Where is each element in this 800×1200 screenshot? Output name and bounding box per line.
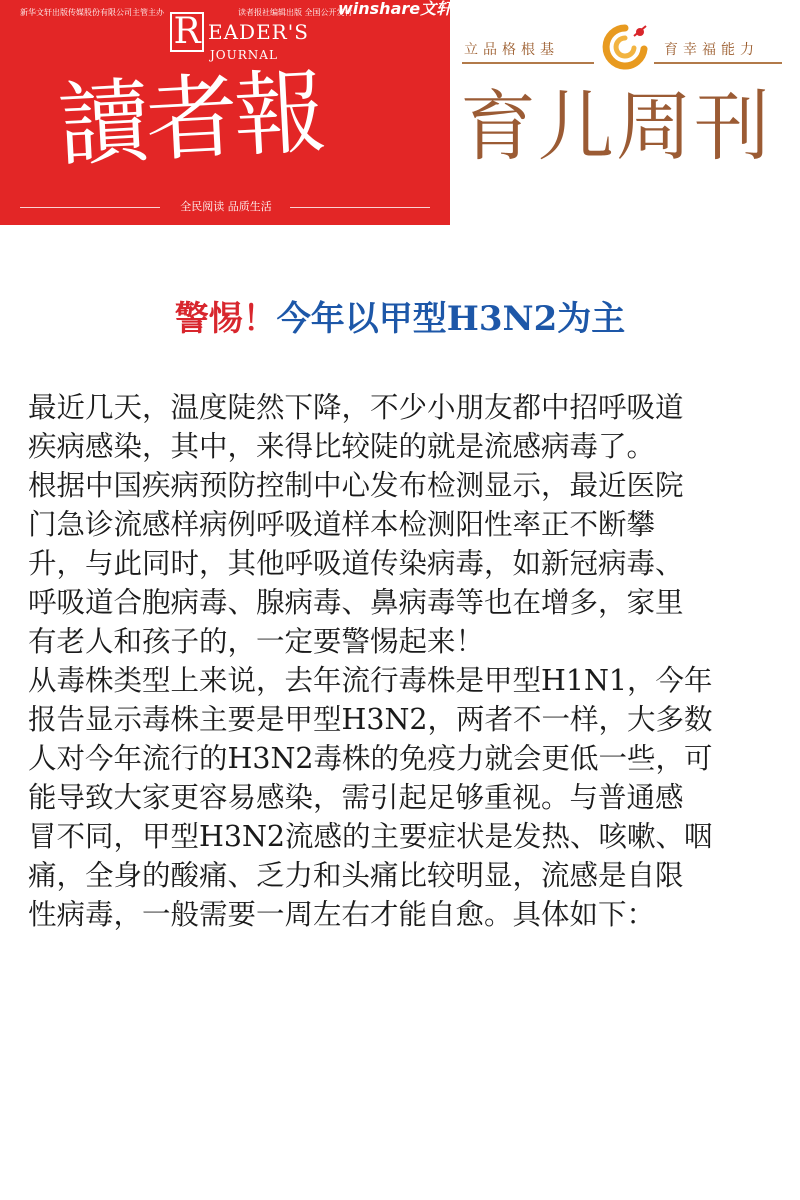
- slogan-row: [20, 198, 430, 216]
- slogan-rule-right: [290, 207, 430, 208]
- article-line: 升，与此同时，其他呼吸道传染病毒，如新冠病毒、: [28, 547, 684, 580]
- parenting-weekly-title: 育儿周刊: [460, 82, 772, 171]
- article-line: 从毒株类型上来说，去年流行毒株是甲型H1N1，今年: [28, 664, 713, 697]
- r-letter-box: R: [170, 12, 204, 52]
- parenting-weekly-panel: [450, 0, 800, 225]
- article-line: 性病毒，一般需要一周左右才能自愈。具体如下：: [28, 898, 656, 931]
- article-line: 门急诊流感样病例呼吸道样本检测阳性率正不断攀: [28, 508, 656, 541]
- english-title: EADER'S: [208, 20, 309, 44]
- article-line: 报告显示毒株主要是甲型H3N2，两者不一样，大多数: [28, 703, 713, 736]
- article-line: 疾病感染，其中，来得比较陡的就是流感病毒了。: [28, 430, 656, 463]
- article-line: 最近几天，温度陡然下降，不少小朋友都中招呼吸道: [28, 391, 684, 424]
- article-headline: [0, 294, 800, 344]
- english-subtitle: JOURNAL: [210, 48, 278, 62]
- paper-slogan: 全民阅读 品质生活: [180, 200, 272, 213]
- article-line: 人对今年流行的H3N2毒株的免疫力就会更低一些，可: [28, 742, 713, 775]
- paper-name-logo: 讀者報: [55, 58, 325, 180]
- publisher-line: [10, 0, 453, 20]
- tagline-right: 育幸福能力: [664, 42, 759, 58]
- tagline-rule-left: [462, 62, 594, 64]
- distribution-text: 读者报社编辑出版 全国公开发行: [238, 8, 353, 17]
- article-line: 能导致大家更容易感染，需引起足够重视。与普通感: [28, 781, 684, 814]
- header-banner: [0, 0, 800, 225]
- tagline-left: 立品格根基: [464, 42, 559, 58]
- article-line: 冒不同，甲型H3N2流感的主要症状是发热、咳嗽、咽: [28, 820, 713, 853]
- article-line: 呼吸道合胞病毒、腺病毒、鼻病毒等也在增多，家里: [28, 586, 684, 619]
- headline-main: 今年以甲型H3N2为主: [276, 299, 626, 339]
- tagline-rule-right: [654, 62, 782, 64]
- headline-warning: 警惕！: [174, 299, 277, 339]
- readers-journal-logo-panel: [0, 0, 453, 225]
- sun-swirl-logo-icon: [600, 22, 650, 72]
- article-body: [28, 388, 778, 934]
- winshare-logo: winshare文轩: [338, 0, 453, 18]
- publisher-text: 新华文轩出版传媒股份有限公司主管主办: [20, 8, 164, 17]
- article-line: 痛，全身的酸痛、乏力和头痛比较明显，流感是自限: [28, 859, 684, 892]
- article-line: 有老人和孩子的，一定要警惕起来！: [28, 625, 485, 658]
- article-line: 根据中国疾病预防控制中心发布检测显示，最近医院: [28, 469, 684, 502]
- slogan-rule-left: [20, 207, 160, 208]
